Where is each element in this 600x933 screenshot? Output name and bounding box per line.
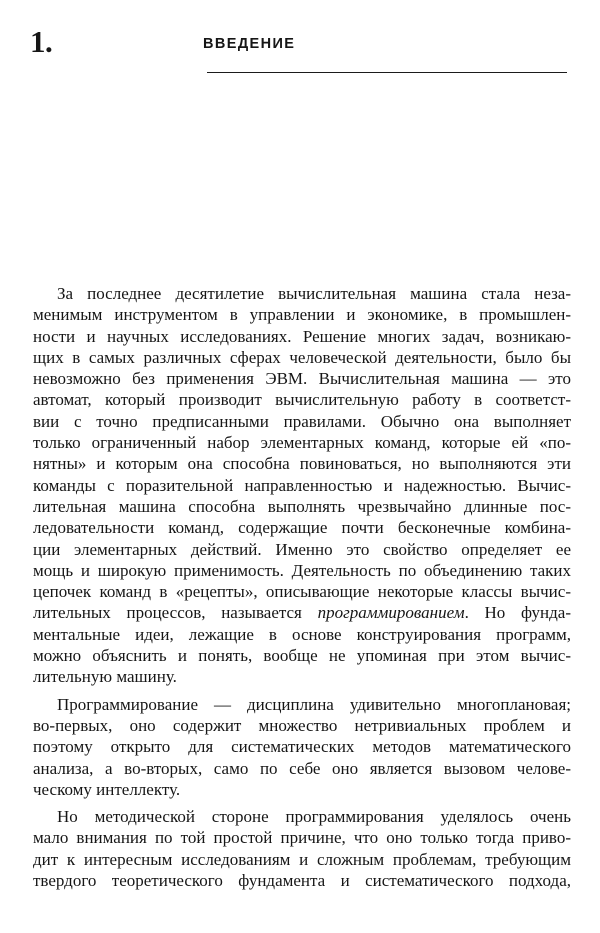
text-line: лительную машину. [33,667,177,687]
text-line: невозможно без применения ЭВМ. Вычислительная машина — это [33,369,571,389]
text-line: команды с поразительной направленностью и надежностью. Вычис- [33,475,571,495]
text-line: щих в самых различных сферах человеческой деятельности, было бы [33,347,571,367]
text-line: За последнее десятилетие вычислительная машина стала неза- [57,284,571,303]
text-line: поэтому открыто для систематических методов математического [33,737,571,757]
text-line: можно объяснить и понять, вообще не упоминая при этом вычис- [33,646,571,666]
text-line: менимым инструментом в управлении и экономике, в промышлен- [33,305,571,325]
text-line: Но методической стороне программирования уделялось очень [57,807,571,827]
text-line: только ограниченный набор элементарных команд, которые ей «по- [33,433,571,453]
chapter-title: ВВЕДЕНИЕ [203,36,296,52]
text-line: мощь и широкую применимость. Деятельность по объединению таких [33,560,571,580]
text-line: ледовательности команд, содержащие почти бесконечные комбина- [33,518,571,538]
text-line: во-первых, оно содержит множество нетривиальных проблем и [33,715,571,735]
text-line: мало внимания по той простой причине, что оно только тогда приво- [33,828,571,848]
body-text [33,283,571,891]
text-line: автомат, который производит вычислительную работу в соответст- [33,390,571,410]
text-line: ности и научных исследованиях. Решение многих задач, возникаю- [33,326,571,346]
text-line: вии с точно предписанными правилами. Обычно она выполняет [33,411,571,431]
text-line: дит к интересным исследованиям и сложным проблемам, требующим [33,849,571,869]
text-line: Программирование — дисциплина удивительно многоплановая; [57,694,571,714]
text-fragment: лительных процессов, называется [33,603,302,623]
text-line: ментальные идеи, лежащие в основе конструирования программ, [33,624,571,644]
title-rule [207,72,567,73]
text-line: анализа, а во-вторых, само по себе оно является вызовом челове- [33,758,571,778]
chapter-number: 1. [30,24,53,59]
text-line: цепочек команд в «рецепты», описывающие некоторые классы вычис- [33,582,571,602]
text-line: ческому интеллекту. [33,779,181,799]
emphasized-term: программированием [317,603,465,623]
text-line: твердого теоретического фундамента и систематического подхода, [33,871,571,891]
text-line: лительная машина способна выполнять чрезвычайно длинные пос- [33,496,571,516]
text-line: ции элементарных действий. Именно это свойство определяет ее [33,539,571,559]
text-fragment: . Но фунда- [464,603,571,623]
text-line-mixed [33,602,571,623]
text-line: нятны» и которым она способна повиноваться, но выполняются эти [33,454,571,474]
